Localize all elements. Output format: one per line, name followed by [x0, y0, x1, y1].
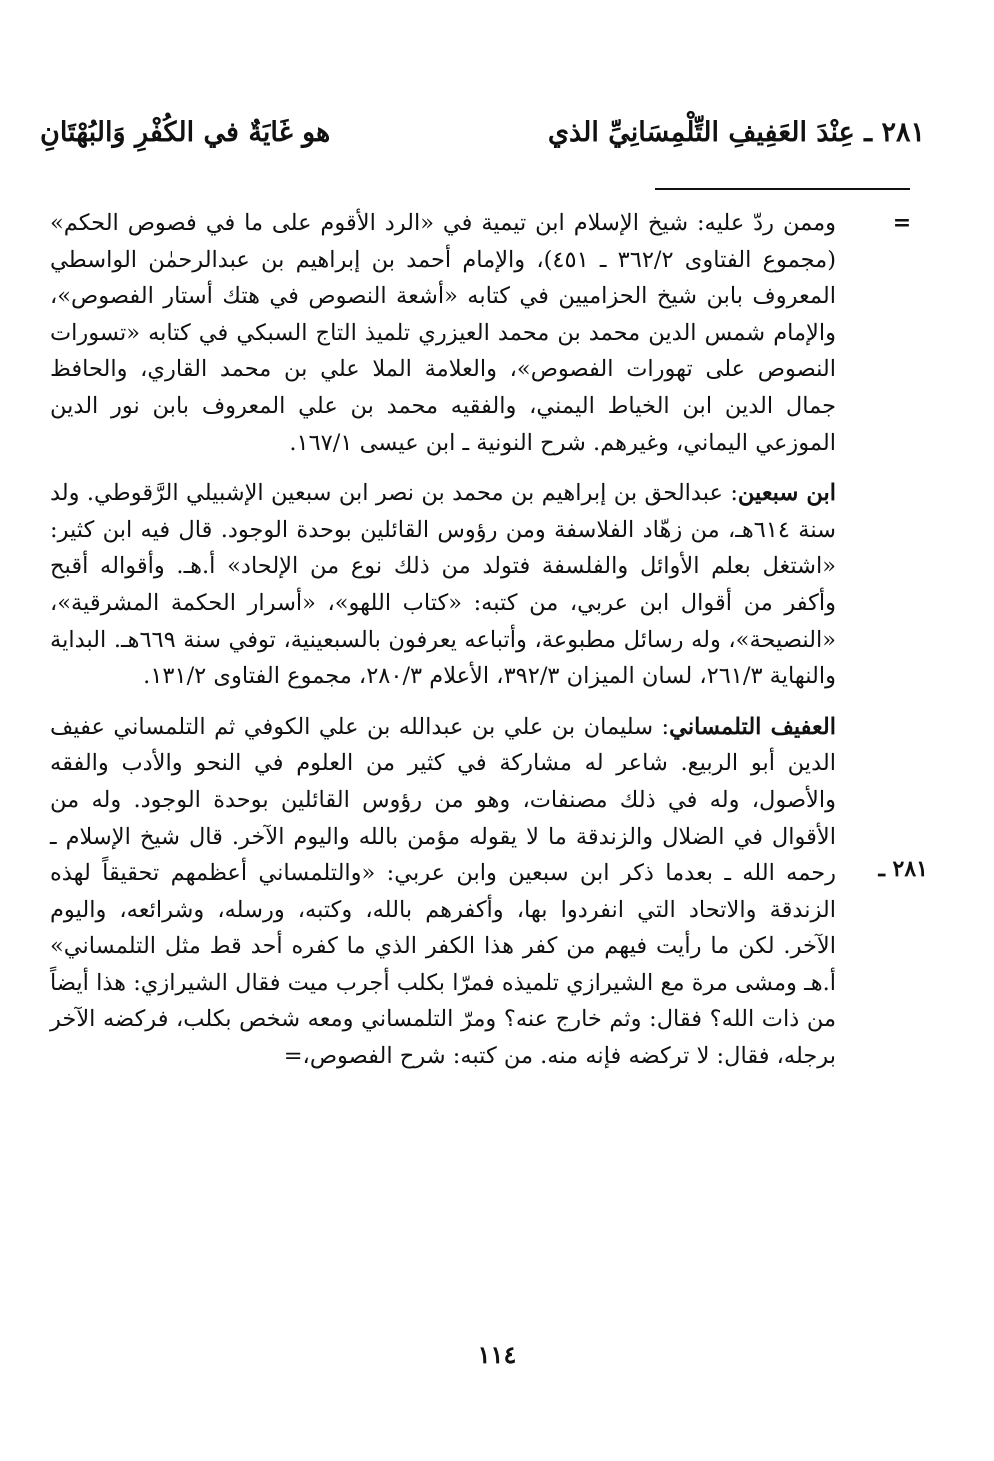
entry-heading-afif-tilimsani: العفيف التلمساني	[669, 713, 836, 740]
footnote-separator-rule	[655, 188, 910, 190]
page-number: ١١٤	[477, 1340, 517, 1369]
footnote-paragraph-continuation: وممن ردّ عليه: شيخ الإسلام ابن تيمية في «الرد الأقوم على ما في فصوص الحكم» (مجموع الفتاوى ٣٦٢/٢ ـ ٤٥١)، والإمام أحمد بن إبراهيم بن عبدالرحمٰن الواسطي المعروف بابن شيخ الحزاميين في كتابه «أشعة النصوص في هتك أستار الفصوص»، والإمام شمس الدين محمد بن محمد العيزري تلميذ التاج السبكي في كتابه «تسورات النصوص على تهورات الفصوص»، والعلامة الملا علي بن محمد القاري، والحافظ جمال الدين ابن الخياط اليمني، والفقيه محمد بن علي المعروف بابن نور الدين الموزعي اليماني، وغيرهم. شرح النونية ـ ابن عيسى ١٦٧/١.	[50, 210, 836, 456]
footnotes-body	[50, 205, 836, 1089]
header-verse-first-half: ٢٨١ ـ عِنْدَ العَفِيفِ التِّلْمِسَانِيِّ الذي	[547, 116, 925, 148]
footnote-paragraph-ibn-sabin	[50, 475, 836, 695]
entry-heading-ibn-sabin: ابن سبعين	[737, 480, 837, 507]
continuation-mark: =	[892, 210, 912, 236]
entry-text-afif-tilimsani: : سليمان بن علي بن عبدالله بن علي الكوفي ثم التلمساني عفيف الدين أبو الربيع. شاعر له مشاركة في كثير من العلوم في النحو والأدب والفقه والأصول، وله في ذلك مصنفات، وهو من رؤوس القائلين بوحدة الوجود. وله من الأقوال في الضلال والزندقة ما لا يقوله مؤمن بالله واليوم الآخر. قال شيخ الإسلام ـ رحمه الله ـ بعدما ذكر ابن سبعين وابن عربي: «والتلمساني أعظمهم تحقيقاً لهذه الزندقة والاتحاد التي انفردوا بها، وأكفرهم بالله، وكتبه، ورسله، وشرائعه، واليوم الآخر. لكن ما رأيت فيهم من كفر هذا الكفر الذي ما كفره أحد قط مثل التلمساني» أ.هـ ومشى مرة مع الشيرازي تلميذه فمرّا بكلب أجرب ميت فقال الشيرازي: هذا أيضاً من ذات الله؟ فقال: وثم خارج عنه؟ ومرّ التلمساني ومعه شخص بكلب، فركضه الآخر برجله، فقال: لا تركضه فإنه منه. من كتبه: شرح الفصوص،=	[50, 713, 836, 1070]
footnote-entry-number: ٢٨١ ـ	[878, 856, 928, 882]
header-verse-second-half: هو غَايَةٌ في الكُفْرِ وَالبُهْتَانِ	[40, 116, 331, 148]
entry-text-ibn-sabin: : عبدالحق بن إبراهيم بن محمد بن نصر ابن سبعين الإشبيلي الرَّقوطي. ولد سنة ٦١٤هـ، من زهّاد الفلاسفة ومن رؤوس القائلين بوحدة الوجود. قال فيه ابن كثير: «اشتغل بعلم الأوائل والفلسفة فتولد من ذلك نوع من الإلحاد» أ.هـ. وأقواله أقبح وأكفر من أقوال ابن عربي، من كتبه: «كتاب اللهو»، «أسرار الحكمة المشرقية»، «النصيحة»، وله رسائل مطبوعة، وأتباعه يعرفون بالسبعينية، توفي سنة ٦٦٩هـ. البداية والنهاية ٢٦١/٣، لسان الميزان ٣٩٢/٣، الأعلام ٢٨٠/٣، مجموع الفتاوى ١٣١/٢.	[50, 480, 836, 690]
running-header	[40, 110, 925, 154]
footnote-paragraph-afif-tilimsani	[50, 709, 836, 1075]
